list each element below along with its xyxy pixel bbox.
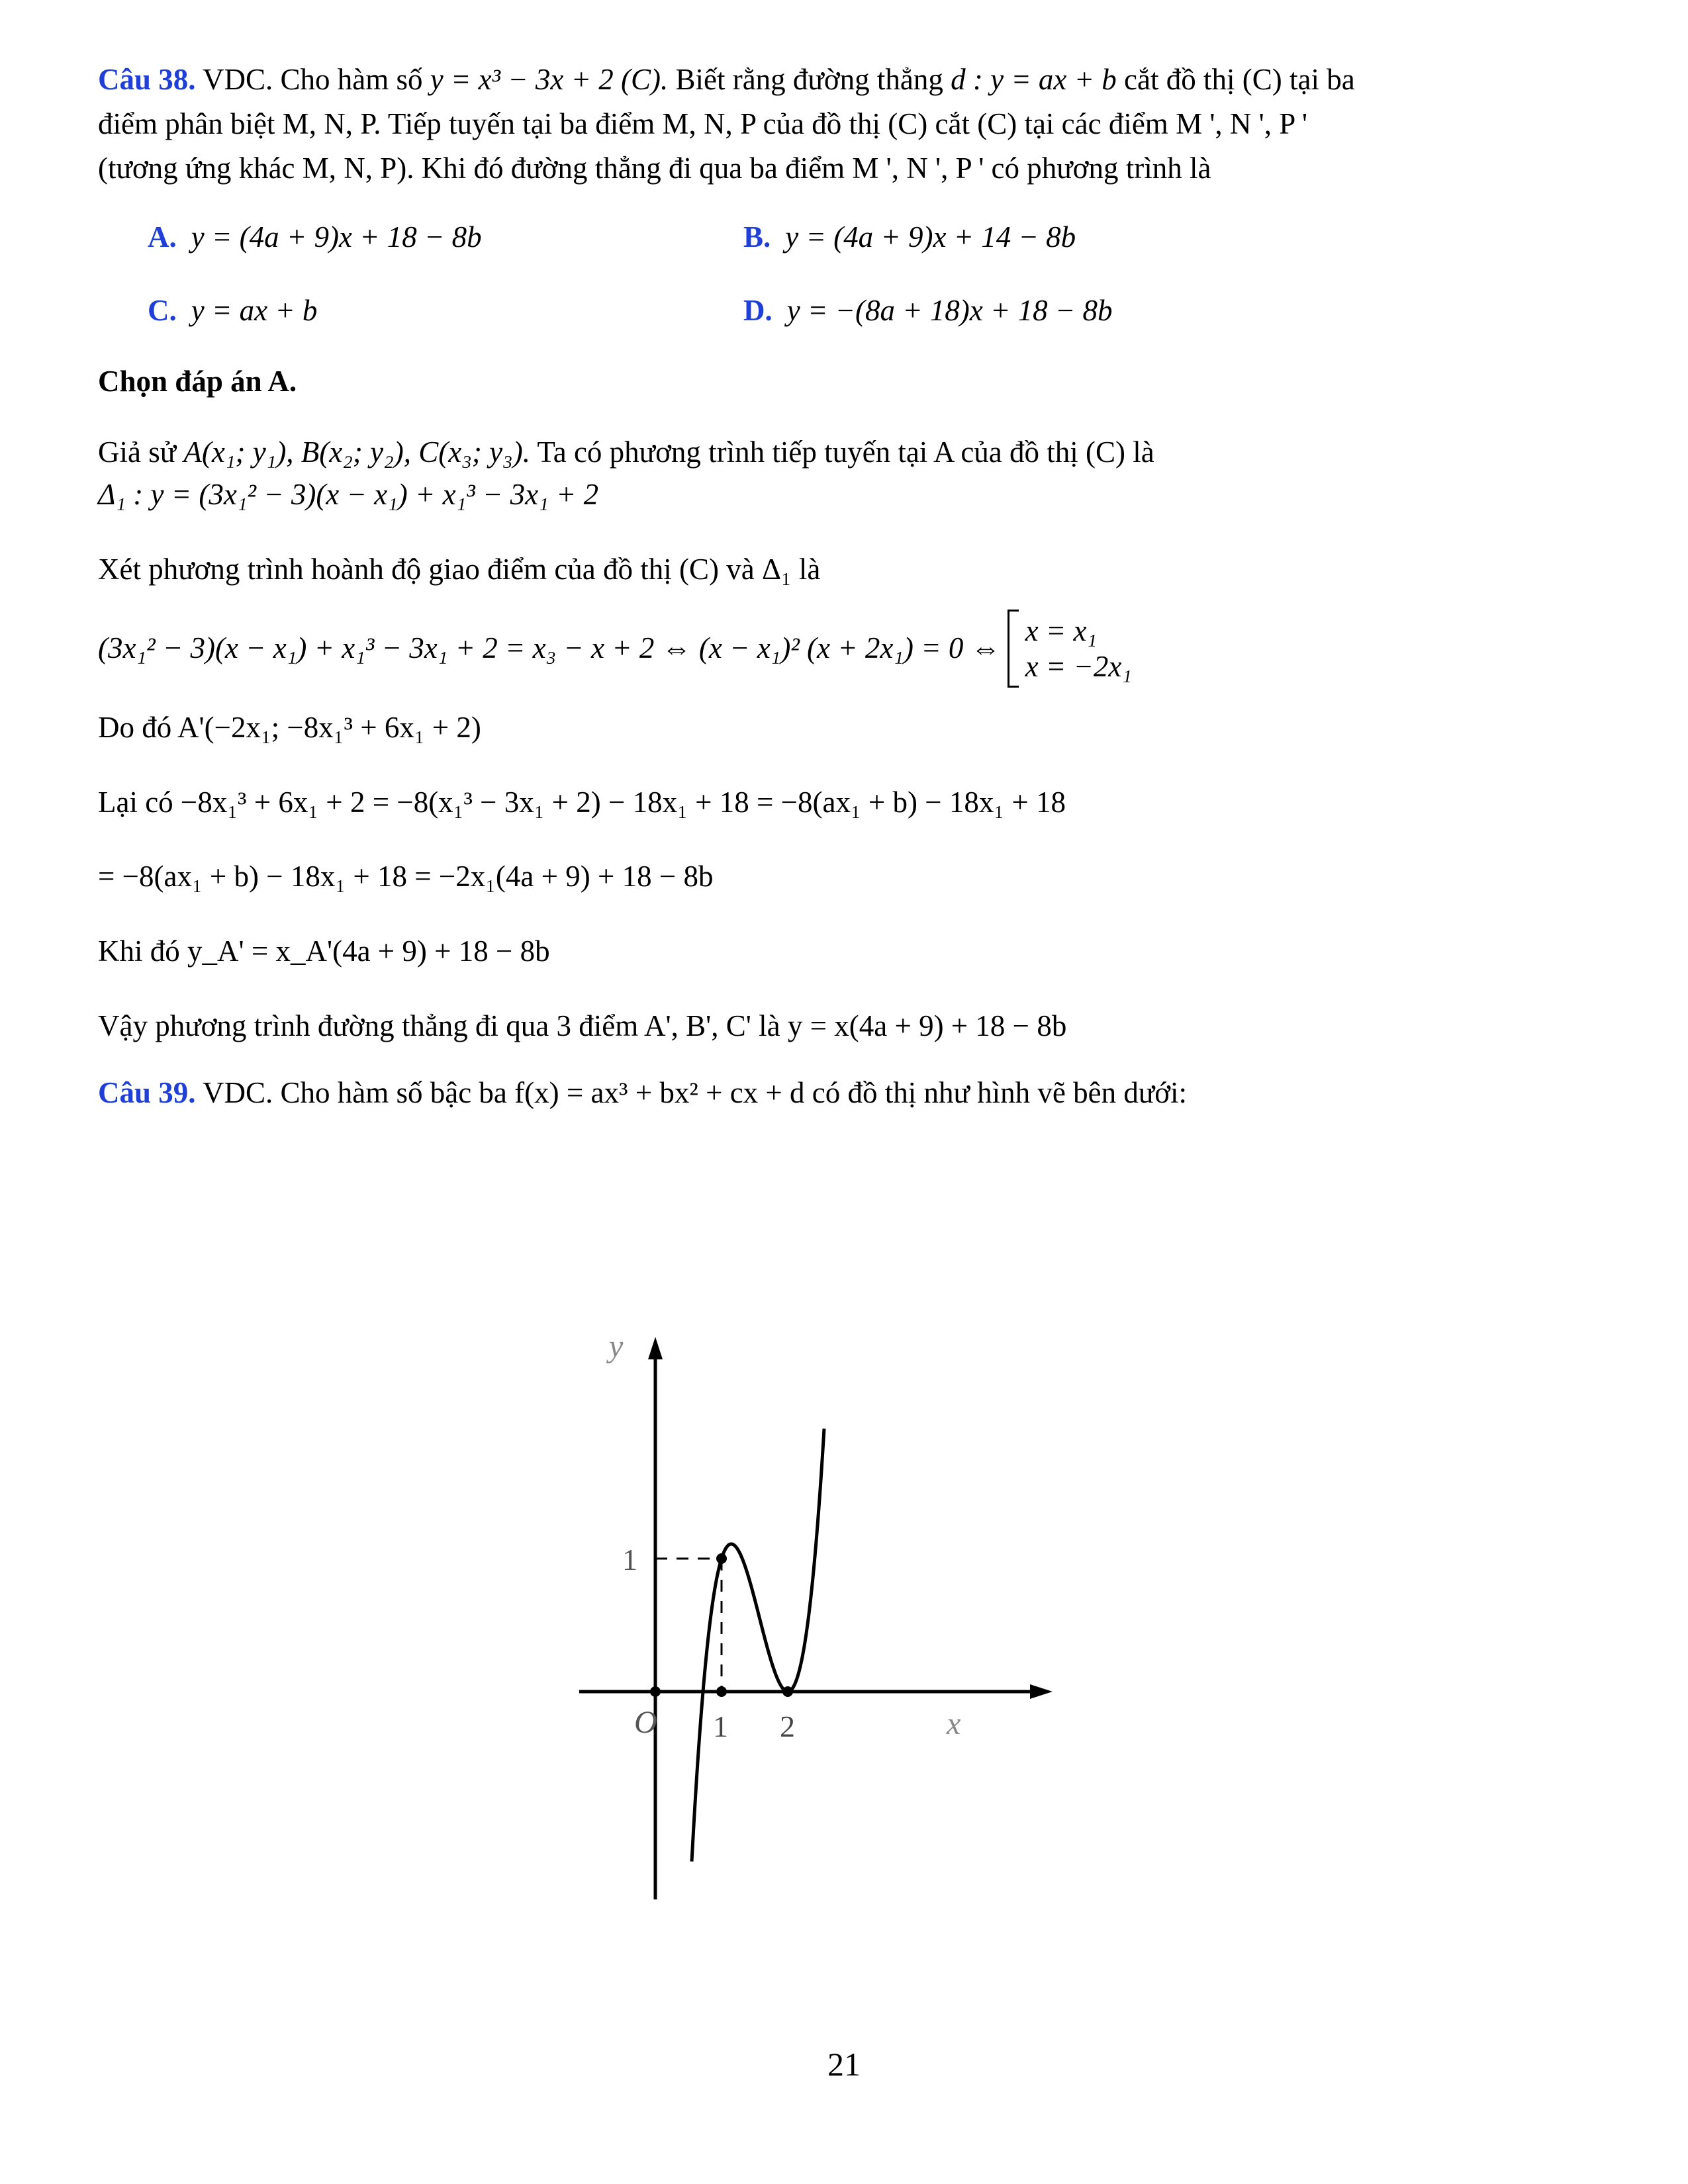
x-axis-label: x: [947, 1706, 961, 1741]
q39-line: [98, 1073, 1587, 1113]
q38-option-a[interactable]: [148, 217, 743, 257]
solution-line-7: = −8(ax₁ + b) − 18x₁ + 18 = −2x₁(4a + 9) + 18 − 8b: [98, 860, 714, 893]
q38-option-a-letter: A.: [148, 220, 177, 254]
solution-line-8: Khi đó y_A' = x_A'(4a + 9) + 18 − 8b: [98, 934, 550, 968]
page-content: [98, 60, 1587, 1113]
solution-line-9: Vậy phương trình đường thẳng đi qua 3 điểm A', B', C' là y = x(4a + 9) + 18 − 8b: [98, 1009, 1067, 1042]
q38-options-row-2: [98, 291, 1587, 331]
q38-option-c-letter: C.: [148, 294, 177, 327]
page-number: 21: [827, 2046, 861, 2083]
solution-1-post: Ta có phương trình tiếp tuyến tại A của đồ thị (C) là: [537, 435, 1154, 469]
q38-intro: VDC. Cho hàm số: [202, 63, 423, 96]
point-x1: [716, 1686, 727, 1697]
q38-option-c[interactable]: [148, 291, 743, 331]
case-bracket: [1008, 610, 1132, 688]
q38-intro-post: cắt đồ thị (C) tại ba: [1124, 63, 1355, 96]
cubic-curve: [692, 1429, 824, 1862]
cubic-graph: [556, 1324, 1086, 1919]
solution-line-6: Lại có −8x₁³ + 6x₁ + 2 = −8(x₁³ − 3x₁ + 2) − 18x₁ + 18 = −8(ax₁ + b) − 18x₁ + 18: [98, 785, 1066, 819]
q38-line3: (tương ứng khác M, N, P). Khi đó đường thẳng đi qua ba điểm M ', N ', P ' có phương trình là: [98, 151, 1211, 185]
q39-text: VDC. Cho hàm số bậc ba f(x) = ax³ + bx² + cx + d có đồ thị như hình vẽ bên dưới:: [202, 1075, 1188, 1109]
q38-label: Câu 38.: [98, 63, 196, 96]
q38-options-row-1: [98, 217, 1587, 257]
q38-option-d[interactable]: [743, 291, 1113, 331]
q38-option-d-letter: D.: [743, 294, 773, 327]
y-axis-label: y: [609, 1329, 624, 1364]
point-x2: [782, 1686, 793, 1697]
tick-y1-label: 1: [622, 1543, 637, 1576]
q38-line-d: d : y = ax + b: [951, 63, 1117, 96]
q38-option-b-text: y = (4a + 9)x + 14 − 8b: [785, 220, 1076, 254]
solution-1-points: A(x₁; y₁), B(x₂; y₂), C(x₃; y₃).: [183, 435, 530, 469]
solution-line-1: [98, 432, 1587, 473]
q38-option-b-letter: B.: [743, 220, 771, 254]
q39-label: Câu 39.: [98, 1075, 196, 1109]
solution-line-4: [98, 610, 1587, 688]
y-axis-arrow: [648, 1337, 663, 1359]
case-1: x = x₁: [1025, 614, 1098, 647]
q38-line2: điểm phân biệt M, N, P. Tiếp tuyến tại ba điểm M, N, P của đồ thị (C) cắt (C) tại các điểm M ', N ', P ': [98, 107, 1308, 140]
x-axis-arrow: [1030, 1684, 1053, 1699]
origin-label: O: [634, 1705, 657, 1740]
q38-option-a-text: y = (4a + 9)x + 18 − 8b: [191, 220, 482, 254]
q38-option-b[interactable]: [743, 217, 1076, 257]
solution-line-5: Do đó A'(−2x₁; −8x₁³ + 6x₁ + 2): [98, 710, 481, 744]
tick-x1-label: 1: [713, 1709, 728, 1743]
tangent-equation: Δ₁ : y = (3x₁² − 3)(x − x₁) + x₁³ − 3x₁ + 2: [98, 478, 599, 512]
q38-intro-mid: Biết rằng đường thẳng: [675, 63, 943, 96]
intersection-equation: (3x₁² − 3)(x − x₁) + x₁³ − 3x₁ + 2 = x₃ − x + 2 ⇔ (x − x₁)² (x + 2x₁) = 0 ⇔: [98, 631, 1001, 665]
q38-option-c-text: y = ax + b: [191, 294, 318, 327]
solution-line-3: Xét phương trình hoành độ giao điểm của đồ thị (C) và Δ₁ là: [98, 553, 821, 586]
origin-point: [650, 1686, 661, 1697]
graph-svg: [556, 1324, 1086, 1919]
q38-option-d-text: y = −(8a + 18)x + 18 − 8b: [786, 294, 1113, 327]
solution-1-pre: Giả sử: [98, 435, 177, 469]
bracket-symbol: [1008, 610, 1019, 688]
q38-answer: Chọn đáp án A.: [98, 364, 297, 398]
tick-x2-label: 2: [780, 1709, 795, 1743]
q38-function: y = x³ − 3x + 2 (C).: [430, 63, 669, 96]
q38-line1: [98, 60, 1587, 100]
case-2: x = −2x₁: [1025, 649, 1132, 683]
solution-line-2: [98, 475, 1587, 515]
point-1-1: [716, 1553, 727, 1564]
